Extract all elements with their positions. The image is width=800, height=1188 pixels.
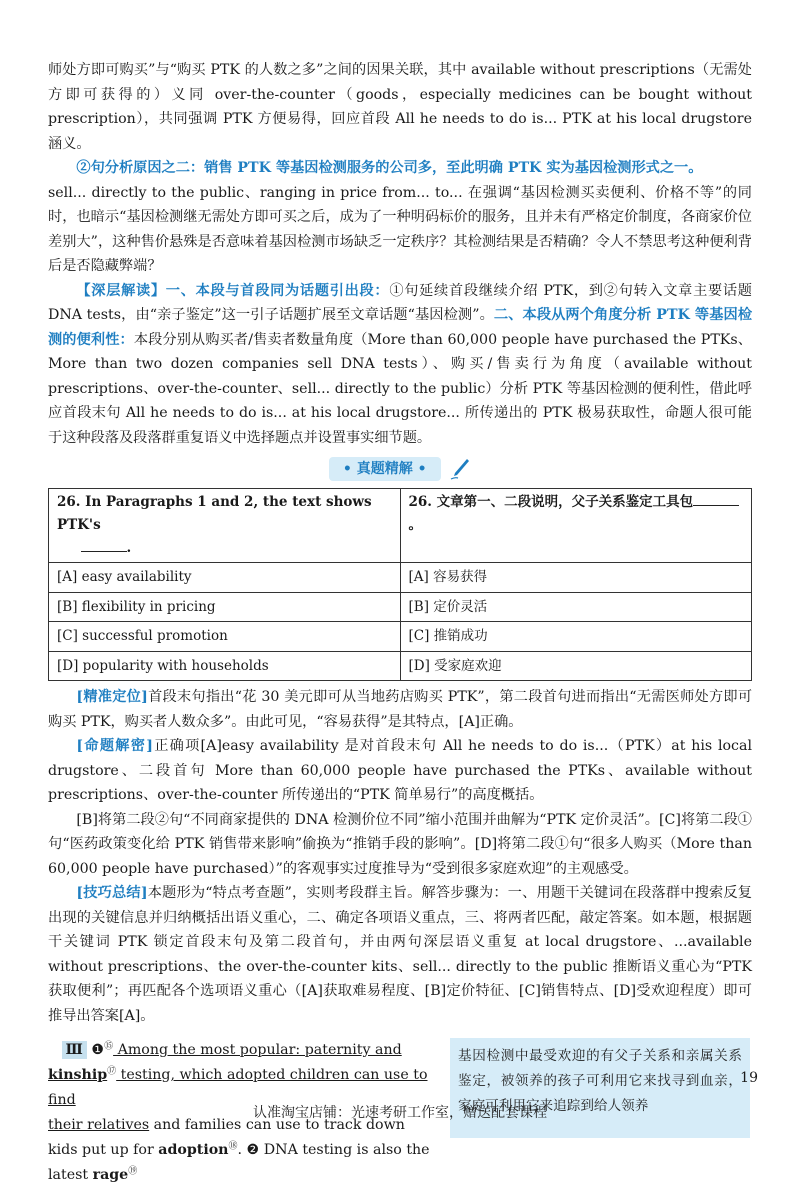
- section-roman-numeral: Ⅲ: [62, 1041, 87, 1059]
- intro-paragraph: 师处方即可购买”与“购买 PTK 的人数之多”之间的因果关联，其中 available without prescriptions（无需处方即可获得的）义同 over-the-counter（goods，especially medicines can be bought without prescription），共同强调 PTK 方便易得，回应首段 All he needs to do is... PTK at his local drugstore 涵义。: [48, 62, 752, 152]
- sentence-number-2: ❷: [246, 1142, 260, 1158]
- option-row: [49, 651, 752, 681]
- question-stem-row: [49, 489, 752, 563]
- term-rage: rage: [92, 1167, 129, 1183]
- decode-text: 正确项[A]easy availability 是对首段末句 All he needs to do is...（PTK）at his local drugstore、二段首句 More than 60,000 people have purchased the PTKs、available without prescriptions、over-the-counter 所传递出的“PTK 简单易行”的高度概括。: [48, 738, 752, 803]
- option-a-en: [A] easy availability: [49, 563, 401, 593]
- option-d-en: [D] popularity with households: [49, 651, 401, 681]
- term-kinship: kinship: [48, 1067, 108, 1083]
- sentence-2: DNA testing is also the latest: [48, 1142, 430, 1183]
- wrong-options-paragraph: [B]将第二段②句“不同商家提供的 DNA 检测价位不同”缩小范围并曲解为“PTK 定价灵活”。[C]将第二段①句“医药政策变化给 PTK 销售带来影响”偷换为“推销手段的影响”。[D]将第二段①句“很多人购买（More than 60,000 people have purchased）”的客观事实过度推导为“受到很多家庭欢迎”的主观感受。: [48, 811, 752, 877]
- tips-text: 本题形为“特点考查题”，实则考段群主旨。解答步骤为：一、用题干关键词在段落群中搜索反复出现的关键信息并归纳概括出语义重心，二、确定各项语义重点，三、将两者匹配，敲定答案。如本题，根据题干关键词 PTK 锁定首段末句及第二段首句，并由两句深层语义重复 at local drugstore、...available without prescriptions、the over-the-counter kits、sell... directly to the public 推断语义重心为“PTK 获取便利”；再匹配各个选项语义重心（[A]获取难易程度、[B]定价特征、[C]销售特点、[D]受欢迎程度）即可推导出答案[A]。: [48, 885, 752, 1024]
- sentence-1b: testing, which adopted children can use to find: [48, 1067, 428, 1108]
- analysis-heading-2: [48, 156, 752, 181]
- option-a-zh: [A] 容易获得: [400, 563, 752, 593]
- deep-reading-head-2: 二、本段从两个角度分析 PTK 等基因检测的便利性：: [48, 307, 753, 348]
- sentence-1c: their relatives: [48, 1117, 150, 1133]
- section-banner: [48, 457, 752, 483]
- decode-paragraph: [48, 734, 752, 808]
- term-adoption: adoption: [158, 1142, 229, 1158]
- decode-tag: [命题解密]: [76, 738, 153, 754]
- deep-reading-text-2: 本段分别从购买者/售卖者数量角度（More than 60,000 people have purchased the PTKs、More than two dozen companies sell DNA tests）、购买/售卖行为角度（available without prescriptions、over-the-counter、sell... directly to the public）分析 PTK 等基因检测的便利性，借此呼应首段末句 All he needs to do is... at his local drugstore... 所传递出的 PTK 极易获取性，命题人很可能于这种段落及段落群重复语义中选择题点并设置事实细节题。: [48, 331, 752, 446]
- footer-text: 认准淘宝店铺：光速考研工作室，赠送配套课程: [253, 1105, 547, 1121]
- question-stem-en: 26. In Paragraphs 1 and 2, the text shows PTK's .: [49, 489, 401, 563]
- question-stem-zh: 26. 文章第一、二段说明，父子关系鉴定工具包。: [400, 489, 752, 563]
- pen-icon: [449, 457, 471, 481]
- option-b-en: [B] flexibility in pricing: [49, 592, 401, 622]
- option-c-zh: [C] 推销成功: [400, 622, 752, 652]
- section-banner-label: • 真题精解 •: [329, 457, 441, 481]
- locate-paragraph: [48, 685, 752, 734]
- deep-reading-text-1: ①句延续首段继续介绍 PTK，到②句转入文章主要话题 DNA tests，由“亲子鉴定”这一引子话题扩展至文章话题“基因检测”。: [48, 282, 752, 323]
- locate-text: 首段末句指出“花 30 美元即可从当地药店购买 PTK”，第二段首句进而指出“无需医师处方即可购买 PTK，购买者人数众多”。由此可见，“容易获得”是其特点，[A]正确。: [48, 689, 753, 730]
- analysis-body-2: sell... directly to the public、ranging in price from... to... 在强调“基因检测买卖便利、价格不等”的同时，也暗示“基因检测继无需处方即可买之后，成为了一种明码标价的服务，且并未有严格定价制度，各商家价位差别大”，这种售价悬殊是否意味着基因检测市场缺乏一定秩序？其检测结果是否精确？令人不禁思考这种便利背后是否隐藏弊端？: [48, 184, 752, 274]
- sentence-1a: Among the most popular: paternity and: [113, 1042, 402, 1058]
- page-content: [48, 58, 752, 1188]
- sentence-1d: and families can use to track down kids put up for: [48, 1117, 405, 1158]
- deep-reading-head-1: 一、本段与首段同为话题引出段：: [165, 282, 390, 299]
- option-c-en: [C] successful promotion: [49, 622, 401, 652]
- locate-tag: [精准定位]: [76, 689, 148, 705]
- tips-paragraph: [48, 881, 752, 1028]
- tips-tag: [技巧总结]: [76, 885, 148, 901]
- translation-note: 基因检测中最受欢迎的有父子关系和亲属关系鉴定，被领养的孩子可利用它来找寻到血亲，家庭可利用它来追踪到给人领养: [450, 1038, 750, 1138]
- deep-reading-tag: 【深层解读】: [76, 282, 166, 299]
- page-number: 19: [740, 1070, 758, 1086]
- analysis-heading-2-text: ②句分析原因之二：销售 PTK 等基因检测服务的公司多，至此明确 PTK 实为基因检测形式之一。: [76, 160, 703, 176]
- sentence-number-1: ❶: [91, 1042, 105, 1058]
- option-row: [49, 622, 752, 652]
- option-row: [49, 563, 752, 593]
- option-d-zh: [D] 受家庭欢迎: [400, 651, 752, 681]
- section-three-english: Ⅲ ❶⑮ Among the most popular: paternity and kinship⑰ testing, which adopted children can use to find their relatives and families can use to track down kids put up for adoption⑱. ❷ DNA testing is also the latest rage⑲: [48, 1041, 430, 1183]
- option-row: [49, 592, 752, 622]
- option-b-zh: [B] 定价灵活: [400, 592, 752, 622]
- question-table: [48, 488, 752, 681]
- deep-reading: [48, 279, 752, 451]
